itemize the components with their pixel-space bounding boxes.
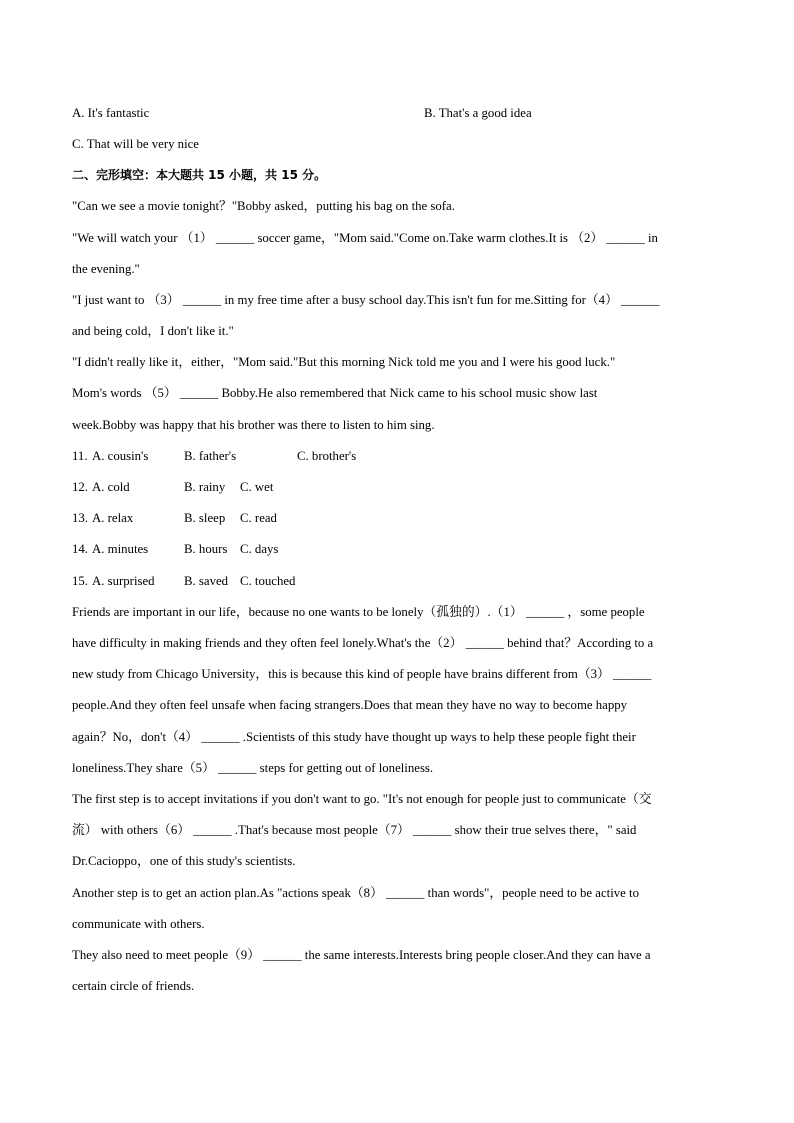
previous-options-row bbox=[72, 105, 722, 121]
passage-1-line: Mom's words （5） ______ Bobby.He also remembered that Nick came to his school music show last bbox=[72, 386, 598, 400]
question-row bbox=[72, 448, 722, 464]
passage-1-line: the evening." bbox=[72, 262, 140, 276]
passage-2-line: again？No，don't（4） ______ .Scientists of this study have thought up ways to help these people fight their bbox=[72, 730, 636, 744]
question-option-b: B. father's bbox=[184, 449, 237, 463]
question-option-a: A. cold bbox=[92, 480, 130, 494]
passage-2-line: Another step is to get an action plan.As "actions speak（8） ______ than words"，people need to be active to bbox=[72, 886, 639, 900]
question-option-b: B. sleep bbox=[184, 511, 226, 525]
question-row bbox=[72, 573, 722, 589]
question-option-c: C. read bbox=[240, 511, 277, 525]
question-option-c: C. days bbox=[240, 542, 279, 556]
option-a: A. It's fantastic bbox=[72, 106, 150, 120]
question-row bbox=[72, 479, 722, 495]
question-option-c: C. touched bbox=[240, 574, 296, 588]
question-option-c: C. brother's bbox=[297, 449, 357, 463]
passage-1-line: "I didn't really like it，either，"Mom said."But this morning Nick told me you and I were his good luck." bbox=[72, 355, 616, 369]
question-option-a: A. relax bbox=[92, 511, 134, 525]
question-option-b: B. saved bbox=[184, 574, 229, 588]
passage-2-line: The first step is to accept invitations if you don't want to go. "It's not enough for people just to communicate（交 bbox=[72, 792, 652, 806]
passage-1-line: week.Bobby was happy that his brother was there to listen to him sing. bbox=[72, 418, 435, 432]
passage-2-line: certain circle of friends. bbox=[72, 979, 195, 993]
passage-2-line: 流） with others（6） ______ .That's because most people（7） ______ show their true selves there，" said bbox=[72, 823, 637, 837]
passage-2-line: Friends are important in our life，because no one wants to be lonely（孤独的）.（1） ______ ，some people bbox=[72, 605, 645, 619]
passage-1-line: "We will watch your （1） ______ soccer game，"Mom said."Come on.Take warm clothes.It is （2） ______ in bbox=[72, 231, 658, 245]
passage-2-line: They also need to meet people（9） ______ the same interests.Interests bring people closer.And they can have a bbox=[72, 948, 651, 962]
passage-1-line: "I just want to （3） ______ in my free time after a busy school day.This isn't fun for me.Sitting for（4） ______ bbox=[72, 293, 660, 307]
question-number: 11. bbox=[72, 449, 88, 463]
question-option-b: B. hours bbox=[184, 542, 228, 556]
question-option-a: A. cousin's bbox=[92, 449, 149, 463]
passage-1-line: "Can we see a movie tonight？"Bobby asked，putting his bag on the sofa. bbox=[72, 199, 455, 213]
question-option-a: A. surprised bbox=[92, 574, 155, 588]
passage-2-line: people.And they often feel unsafe when facing strangers.Does that mean they have no way to become happy bbox=[72, 698, 628, 712]
passage-2-line: Dr.Cacioppo，one of this study's scientists. bbox=[72, 854, 296, 868]
passage-2-line: new study from Chicago University，this is because this kind of people have brains different from（3） ______ bbox=[72, 667, 652, 681]
passage-2-line: have difficulty in making friends and they often feel lonely.What's the（2） ______ behind that？According to a bbox=[72, 636, 654, 650]
question-option-a: A. minutes bbox=[92, 542, 149, 556]
passage-1-line: and being cold，I don't like it." bbox=[72, 324, 234, 338]
question-number: 13. bbox=[72, 511, 88, 525]
question-option-c: C. wet bbox=[240, 480, 274, 494]
option-c: C. That will be very nice bbox=[72, 137, 199, 151]
question-number: 15. bbox=[72, 574, 88, 588]
passage-2-line: loneliness.They share（5） ______ steps for getting out of loneliness. bbox=[72, 761, 434, 775]
question-number: 14. bbox=[72, 542, 88, 556]
question-row bbox=[72, 541, 722, 557]
question-number: 12. bbox=[72, 480, 88, 494]
passage-2-line: communicate with others. bbox=[72, 917, 205, 931]
option-b: B. That's a good idea bbox=[424, 106, 532, 120]
question-row bbox=[72, 510, 722, 526]
question-option-b: B. rainy bbox=[184, 480, 226, 494]
section-heading: 二、完形填空：本大题共 15 小题，共 15 分。 bbox=[72, 168, 327, 182]
